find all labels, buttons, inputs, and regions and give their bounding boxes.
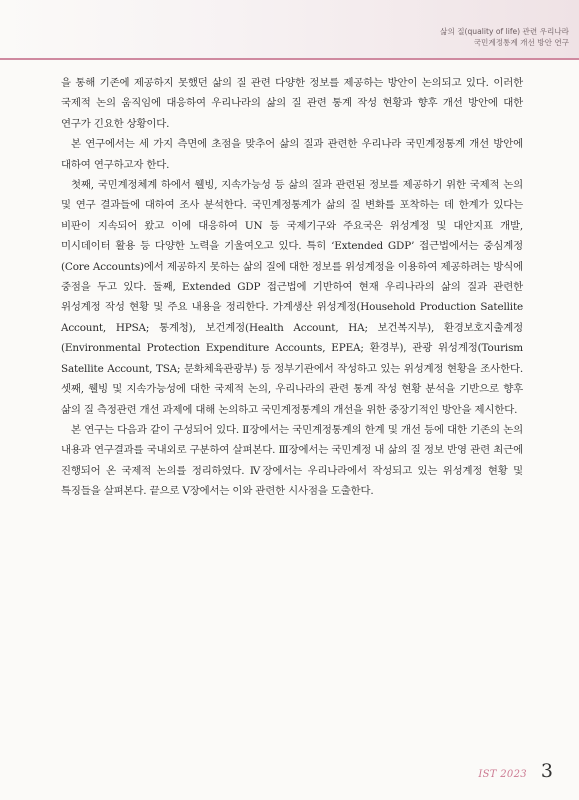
running-header-line-2: 국민계정통계 개선 방안 연구: [473, 38, 569, 47]
footer-publication-label: IST 2023: [478, 769, 527, 780]
paragraph-study-focus: 본 연구에서는 세 가지 측면에 초점을 맞추어 삶의 질과 관련한 우리나라 국민계정통계 개선 방안에 대하여 연구하고자 한다.: [61, 138, 523, 171]
paragraph-three-aspects: 첫째, 국민계정체계 하에서 웰빙, 지속가능성 등 삶의 질과 관련된 정보를 제공하기 위한 국제적 논의 및 연구 결과들에 대하여 조사 분석한다. 국민계정통계가 삶의 질 변화를 포착하는 데 한계가 있다는 비판이 지속되어 왔고 이에 대응하여 UN 등 국제기구와 주요국은 위성계정 및 대안지표 개발, 미시데이터 활용 등 다양한 노력을 기울여오고 있다. 특히 ‘Extended GDP’ 접근법에서는 중심계정(Core Accounts)에서 제공하지 못하는 삶의 질에 대한 정보를 위성계정을 이용하여 제공하려는 방식에 중점을 두고 있다. 둘째, Extended GDP 접근법에 기반하여 현재 우리나라의 삶의 질과 관련한 위성계정 작성 현황 및 주요 내용을 정리한다. 가계생산 위성계정(Household Production Satellite Account, HPSA; 통계청), 보건계정(Health Account, HA; 보건복지부), 환경보호지출계정(Environmental Protection Expenditure Accounts, EPEA; 환경부), 관광 위성계정(Tourism Satellite Account, TSA; 문화체육관광부) 등 정부기관에서 작성하고 있는 위성계정 현황을 조사한다. 셋째, 웰빙 및 지속가능성에 대한 국제적 논의, 우리나라의 관련 통계 작성 현황 분석을 기반으로 향후 삶의 질 측정관련 개선 과제에 대해 논의하고 국민계정통계의 개선을 위한 중장기적인 방안을 제시한다.: [61, 179, 523, 416]
header-divider: [0, 58, 579, 60]
paragraph-intro-continued: 을 통해 기존에 제공하지 못했던 삶의 질 관련 다양한 정보를 제공하는 방안이 논의되고 있다. 이러한 국제적 논의 움직임에 대응하여 우리나라의 삶의 질 관련 통계 작성 현황과 향후 개선 방안에 대한 연구가 긴요한 상황이다.: [61, 77, 523, 130]
page-footer: [478, 760, 553, 782]
running-header: [440, 26, 569, 48]
page-number: 3: [540, 760, 553, 782]
paragraph-structure: 본 연구는 다음과 같이 구성되어 있다. Ⅱ장에서는 국민계정통계의 한계 및 개선 등에 대한 기존의 논의 내용과 연구결과를 국내외로 구분하여 살펴본다. Ⅲ장에서는 국민계정 내 삶의 질 정보 반영 관련 최근에 진행되어 온 국제적 논의를 정리하였다. Ⅳ장에서는 우리나라에서 작성되고 있는 위성계정 현황 및 특징들을 살펴본다. 끝으로 Ⅴ장에서는 이와 관련한 시사점을 도출한다.: [61, 423, 523, 498]
body-text: [61, 73, 523, 502]
running-header-line-1: 삶의 질(quality of life) 관련 우리나라: [440, 27, 569, 36]
